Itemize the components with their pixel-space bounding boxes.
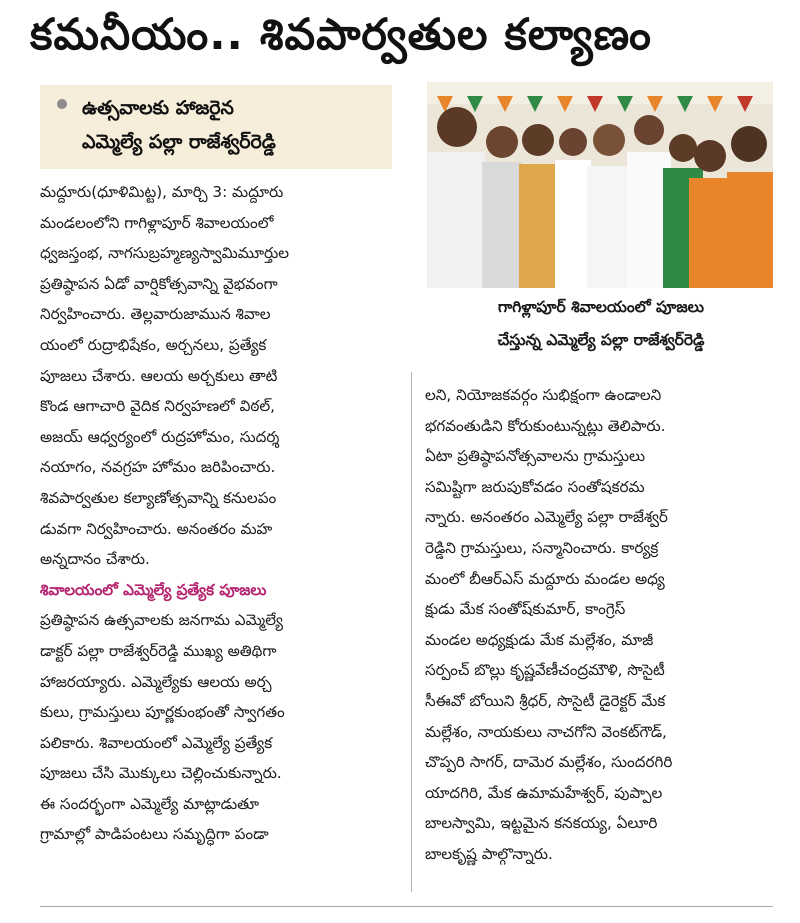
- headline: కమనీయం.. శివపార్వతుల కల్యాణం: [30, 10, 652, 60]
- text-line: శివపార్వతుల కల్యాణోత్సవాన్ని కనులపం: [40, 488, 277, 507]
- text-line: భగవంతుడిని కోరుకుంటున్నట్లు తెలిపారు.: [425, 416, 666, 435]
- text-line: న్నారు. అనంతరం ఎమ్మెల్యే పల్లా రాజేశ్వర్: [425, 508, 668, 527]
- text-line: నిర్వహించారు. తెల్లవారుజామున శివాల: [40, 305, 271, 324]
- subhead-line-1: ఉత్సవాలకు హాజరైన: [82, 97, 234, 119]
- text-line: మల్లేశం, నాయకులు నాచగోని వెంకట్‌గౌడ్,: [425, 722, 667, 741]
- text-line: సర్పంచ్ బొల్లు కృష్ణవేణీచంద్రమౌళి, సొసైటీ: [425, 661, 665, 680]
- text-line: అజయ్ ఆధ్వర్యంలో రుద్రహోమం, సుదర్శ: [40, 427, 280, 446]
- text-line: కులు, గ్రామస్తులు పూర్ణకుంభంతో స్వాగతం: [40, 703, 285, 722]
- article-column-2: [425, 380, 777, 870]
- subhead-box: [40, 85, 392, 169]
- text-line: మంలో బీఆర్ఎస్ మద్దూరు మండల అధ్య: [425, 569, 665, 588]
- text-line: పూజలు చేసి మొక్కులు చెల్లించుకున్నారు.: [40, 764, 282, 783]
- text-line: పూజలు చేశారు. ఆలయ అర్చకులు తాటి: [40, 366, 278, 385]
- text-line: మద్దూరు(ధూళిమిట్ట), మార్చి 3: మద్దూరు: [40, 183, 284, 201]
- text-line: క్షుడు మేక సంతోష్‌కుమార్, కాంగ్రెస్: [425, 600, 626, 619]
- subhead-line-2: ఎమ్మెల్యే పల్లా రాజేశ్వర్‌రెడ్డి: [82, 131, 276, 153]
- text-line: డాక్టర్ పల్లా రాజేశ్వర్‌రెడ్డి ముఖ్య అతిథిగా: [40, 641, 277, 660]
- text-line: ఏటా ప్రతిష్ఠాపనోత్సవాలను గ్రామస్తులు: [425, 447, 645, 466]
- section-subheading: శివాలయంలో ఎమ్మెల్యే ప్రత్యేక పూజలు: [40, 580, 267, 599]
- text-line: సమిష్టిగా జరుపుకోవడం సంతోషకరమ: [425, 477, 645, 496]
- text-line: ధ్వజస్తంభ, నాగసుబ్రహ్మణ్యస్వామిమూర్తుల: [40, 244, 289, 263]
- text-line: మండల అధ్యక్షుడు మేక మల్లేశం, మాజీ: [425, 630, 654, 649]
- text-line: గ్రామాల్లో పాడిపంటలు సమృద్ధిగా పండా: [40, 825, 269, 844]
- text-line: యంలో రుద్రాభిషేకం, అర్చనలు, ప్రత్యేక: [40, 335, 267, 354]
- text-line: మండలంలోని గాగిళ్లాపూర్ శివాలయంలో: [40, 213, 274, 232]
- text-line: చొప్పరి సాగర్, దామెర మల్లేశం, సుందరగిరి: [425, 753, 673, 772]
- article-column-1: [40, 177, 397, 850]
- text-line: ఈ సందర్భంగా ఎమ్మెల్యే మాట్లాడుతూ: [40, 794, 260, 813]
- text-line: అన్నదానం చేశారు.: [40, 550, 150, 569]
- text-line: బాలస్వామి, ఇట్టమైన కనకయ్య, ఏలూరి: [425, 814, 658, 833]
- text-line: కొండ ఆగాచారి వైదిక నిర్వహణలో విఠల్,: [40, 397, 276, 416]
- text-line: ప్రతిష్ఠాపన ఏడో వార్షికోత్సవాన్ని వైభవంగా: [40, 274, 278, 293]
- column-divider: [411, 372, 412, 892]
- news-photo: [427, 82, 773, 288]
- text-line: డువగా నిర్వహించారు. అనంతరం మహ: [40, 519, 273, 538]
- bottom-rule: [40, 906, 773, 907]
- caption-line-2: చేస్తున్న ఎమ్మెల్యే పల్లా రాజేశ్వర్‌రెడ్డి: [497, 331, 705, 349]
- photo-caption: [428, 291, 774, 361]
- text-line: బాలకృష్ణ పాల్గొన్నారు.: [425, 844, 553, 863]
- text-line: పలికారు. శివాలయంలో ఎమ్మెల్యే ప్రత్యేక: [40, 733, 273, 752]
- text-line: హాజరయ్యారు. ఎమ్మెల్యేకు ఆలయ అర్చ: [40, 672, 272, 691]
- caption-line-1: గాగిళ్లాపూర్ శివాలయంలో పూజలు: [497, 298, 705, 316]
- bullet-icon: [57, 99, 67, 109]
- text-line: సీఈవో బోయిని శ్రీధర్, సొసైటీ డైరెక్టర్ మేక: [425, 691, 666, 710]
- text-line: లని, నియోజకవర్గం సుభిక్షంగా ఉండాలని: [425, 386, 662, 404]
- photo-illustration: [427, 82, 773, 288]
- text-line: రెడ్డిని గ్రామస్తులు, సన్మానించారు. కార్యక్ర: [425, 538, 659, 557]
- text-line: యాదగిరి, మేక ఉమామహేశ్వర్, పుప్పాల: [425, 783, 663, 802]
- text-line: ప్రతిష్ఠాపన ఉత్సవాలకు జనగామ ఎమ్మెల్యే: [40, 611, 283, 630]
- text-line: నయాగం, నవగ్రహ హోమం జరిపించారు.: [40, 458, 276, 477]
